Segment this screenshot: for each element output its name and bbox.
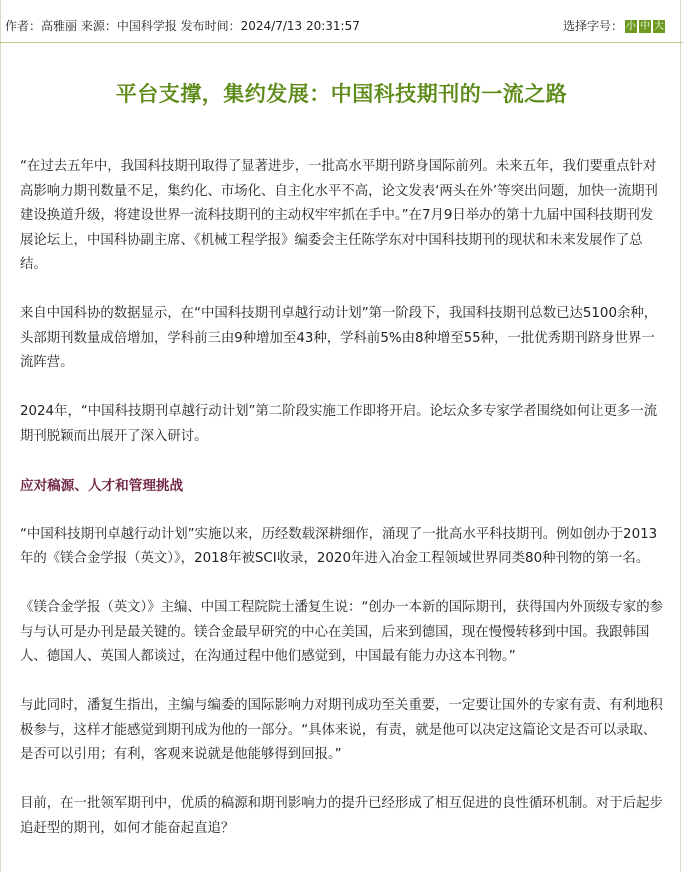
font-size-small-button[interactable]: 小 xyxy=(626,21,636,32)
paragraph: 2024年，“中国科技期刊卓越行动计划”第二阶段实施工作即将开启。论坛众多专家学者围绕如何让更多一流期刊脱颖而出展开了深入研讨。 xyxy=(20,404,658,444)
paragraph: 《镁合金学报（英文）》主编、中国工程院院士潘复生说：“创办一本新的国际期刊，获得国内外顶级专家的参与与认可是办刊是最关键的。镁合金最早研究的中心在美国，后来到德国，现在慢慢转移到中国。我跟韩国人、德国人、英国人都谈过，在沟通过程中他们感觉到，中国最有能力办这本刊物。” xyxy=(20,600,663,664)
header-divider xyxy=(0,42,683,43)
font-size-selector xyxy=(563,14,665,38)
font-size-medium-button[interactable]: 中 xyxy=(640,21,650,32)
paragraph: 目前，在一批领军期刊中，优质的稿源和期刊影响力的提升已经形成了相互促进的良性循环机制。对于后起步追赶型的期刊，如何才能奋起直追？ xyxy=(20,796,663,836)
font-size-label: 选择字号： xyxy=(562,19,623,33)
author-source-date: 作者：高雅丽 来源：中国科学报 发布时间：2024/7/13 20:31:57 xyxy=(5,19,360,33)
paragraph: 与此同时，潘复生指出，主编与编委的国际影响力对期刊成功至关重要，一定要让国外的专家有责、有利地积极参与，这样才能感觉到期刊成为他的一部分。“具体来说，有责，就是他可以决定这篇论文是否可以录取、是否可以引用；有利，客观来说就是他能够得到回报。” xyxy=(20,698,663,762)
article-title: 平台支撑，集约发展：中国科技期刊的一流之路 xyxy=(115,82,568,106)
meta-bar xyxy=(0,14,683,38)
paragraph: “中国科技期刊卓越行动计划”实施以来，历经数载深耕细作，涌现了一批高水平科技期刊。例如创办于2013年的《镁合金学报（英文）》，2018年被SCI收录，2020年进入冶金工程领域世界同类80种刊物的第一名。 xyxy=(20,526,658,566)
paragraph: “在过去五年中，我国科技期刊取得了显著进步，一批高水平期刊跻身国际前列。未来五年，我们要重点针对高影响力期刊数量不足，集约化、市场化、自主化水平不高，论文发表‘两头在外’等突出问题，加快一流期刊建设换道升级，将建设世界一流科技期刊的主动权牢牢抓在手中。”在7月9日举办的第十九届中国科技期刊发展论坛上，中国科协副主席、《机械工程学报》编委会主任陈学东对中国科技期刊的现状和未来发展作了总结。 xyxy=(20,159,658,272)
section-heading: 应对稿源、人才和管理挑战 xyxy=(20,477,184,494)
article-body xyxy=(20,155,663,866)
paragraph: 来自中国科协的数据显示，在“中国科技期刊卓越行动计划”第一阶段下，我国科技期刊总数已达5100余种，头部期刊数量成倍增加，学科前三由9种增加至43种，学科前5%由8种增至55种，一批优秀期刊跻身世界一流阵营。 xyxy=(20,306,658,370)
font-size-large-button[interactable]: 大 xyxy=(654,21,664,32)
